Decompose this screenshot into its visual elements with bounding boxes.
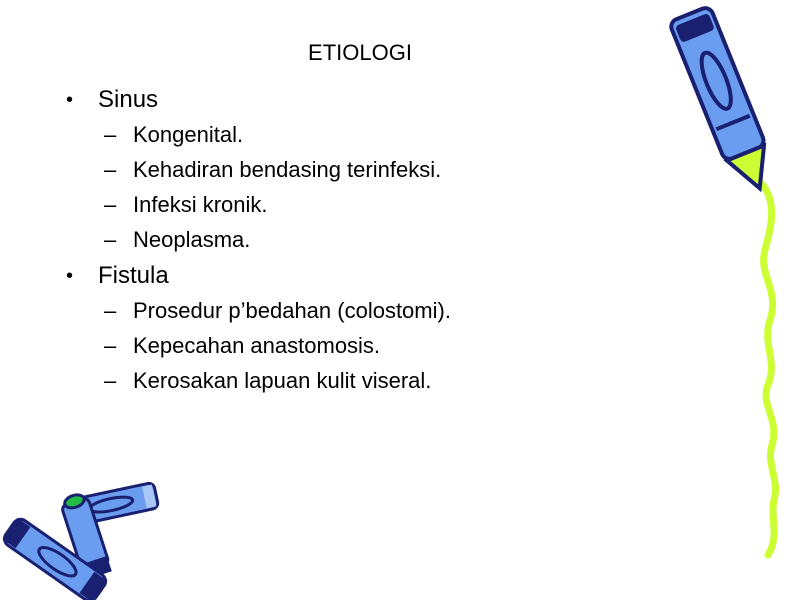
list-item-label: Sinus	[98, 86, 159, 113]
list-item-sinus	[66, 84, 666, 120]
dash-icon: –	[104, 333, 117, 358]
sub-item	[66, 366, 666, 401]
sub-item-text: Kepecahan anastomosis.	[133, 333, 381, 358]
dash-icon: –	[104, 368, 117, 393]
sub-item	[66, 120, 666, 155]
dash-icon: –	[104, 122, 117, 147]
sub-item	[66, 225, 666, 260]
bullet-icon: •	[66, 265, 74, 287]
list-item-label: Fistula	[98, 262, 169, 289]
sub-item-text: Kehadiran bendasing terinfeksi.	[133, 157, 442, 182]
sub-item	[66, 296, 666, 331]
crayons-bottom-left-clipart	[0, 480, 170, 600]
sub-item-text: Neoplasma.	[133, 227, 251, 252]
sub-item	[66, 190, 666, 225]
sub-item-text: Infeksi kronik.	[133, 192, 268, 217]
bullet-list	[66, 84, 666, 401]
slide-title: ETIOLOGI	[308, 40, 412, 65]
crayon-top-right	[669, 6, 780, 197]
sub-item	[66, 331, 666, 366]
list-item-fistula	[66, 260, 666, 296]
dash-icon: –	[104, 227, 117, 252]
sub-item-text: Kerosakan lapuan kulit viseral.	[133, 368, 432, 393]
sub-item-text: Prosedur p’bedahan (colostomi).	[133, 298, 451, 323]
bullet-icon: •	[66, 89, 74, 111]
sub-item	[66, 155, 666, 190]
sub-item-text: Kongenital.	[133, 122, 244, 147]
dash-icon: –	[104, 192, 117, 217]
dash-icon: –	[104, 298, 117, 323]
scribble-line	[758, 180, 776, 555]
dash-icon: –	[104, 157, 117, 182]
